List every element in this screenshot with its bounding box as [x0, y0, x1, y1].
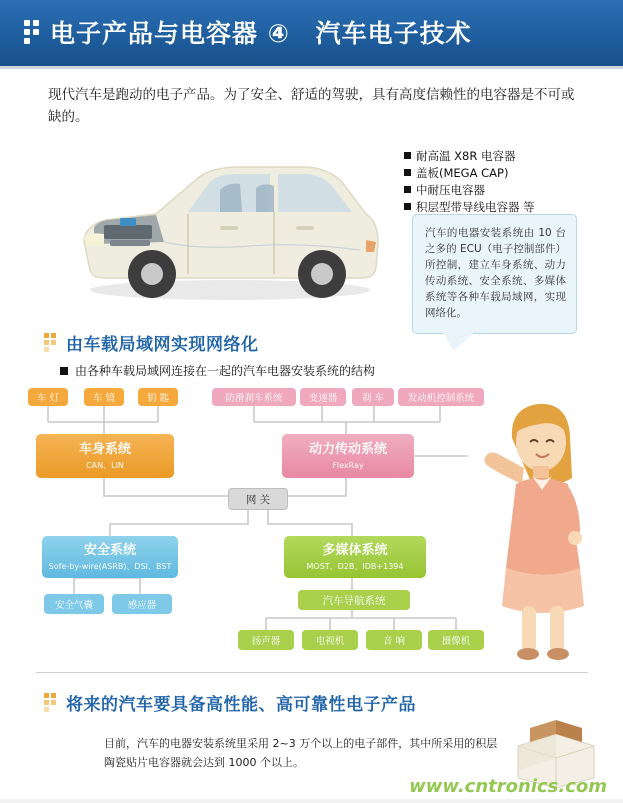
- callout-text: 汽车的电器安装系统由 10 台之多的 ECU（电子控制部件）所控制，建立车身系统、动力传动系统、安全系统、多媒体系统等各种车载局域网，实现网络化。: [425, 227, 566, 319]
- node-subtitle: Sofe-by-wire(ASRB)、DSI、BST: [48, 561, 172, 571]
- pill-transmission[interactable]: 变速器: [300, 388, 346, 406]
- pill-camera[interactable]: 摄像机: [428, 630, 484, 650]
- header-inner: [24, 14, 472, 50]
- intro-text: 现代汽车是跑动的电子产品。为了安全、舒适的驾驶，具有高度信赖性的电容器是不可或缺的。: [48, 87, 575, 125]
- node-gateway[interactable]: 网 关: [228, 488, 288, 510]
- pill-sensor[interactable]: 感应器: [112, 594, 172, 614]
- car-illustration: [60, 122, 390, 312]
- node-car-navigation[interactable]: 汽车导航系统: [298, 590, 410, 610]
- node-title: 安全系统: [83, 542, 136, 558]
- feature-list: [404, 148, 604, 216]
- pill-brake[interactable]: 刹 车: [352, 388, 394, 406]
- list-item: 耐高温 X8R 电容器: [404, 148, 604, 165]
- list-item: 中耐压电容器: [404, 182, 604, 199]
- pill-tv[interactable]: 电视机: [302, 630, 358, 650]
- pill-key[interactable]: 钥 匙: [138, 388, 178, 406]
- section2-title: 将来的汽车要具备高性能、高可靠性电子产品: [66, 695, 416, 715]
- pill-headlight[interactable]: 车 灯: [28, 388, 68, 406]
- footer-bar: [0, 799, 623, 803]
- watermark: www.cntronics.com: [409, 776, 607, 797]
- pill-mirror[interactable]: 车 镜: [84, 388, 124, 406]
- dot-matrix-icon: [44, 692, 57, 714]
- section-heading-future: [44, 690, 416, 715]
- section2-note: 目前，汽车的电器安装系统里采用 2~3 万个以上的电子部件，其中所采用的积层陶瓷贴片电容器就会达到 1000 个以上。: [104, 737, 498, 769]
- dot-matrix-icon: [24, 18, 40, 46]
- section1-title: 由车载局域网实现网络化: [66, 335, 259, 355]
- node-title: 车身系统: [78, 441, 131, 457]
- presenter-illustration: [476, 392, 606, 662]
- pill-speaker[interactable]: 扬声器: [238, 630, 294, 650]
- node-powertrain-system[interactable]: [282, 434, 414, 478]
- node-title: 动力传动系统: [308, 441, 387, 457]
- node-safety-system[interactable]: [42, 536, 178, 578]
- list-item: 盖板(MEGA CAP): [404, 165, 604, 182]
- dot-matrix-icon: [44, 332, 57, 354]
- page-header: [0, 0, 623, 66]
- pill-abs[interactable]: 防滑刹车系统: [212, 388, 296, 406]
- node-subtitle: CAN、LIN: [86, 460, 124, 470]
- pill-engine-control[interactable]: 发动机控制系统: [398, 388, 484, 406]
- page-title-main: 电子产品与电容器 ④: [50, 19, 290, 48]
- node-subtitle: FlexRay: [332, 460, 364, 470]
- callout-bubble: [412, 214, 577, 334]
- pill-airbag[interactable]: 安全气囊: [44, 594, 104, 614]
- pill-audio[interactable]: 音 响: [366, 630, 422, 650]
- node-multimedia-system[interactable]: [284, 536, 426, 578]
- header-divider: [0, 66, 623, 69]
- node-body-system[interactable]: [36, 434, 174, 478]
- section-heading-network: [44, 330, 259, 355]
- section-divider: [36, 672, 588, 673]
- node-subtitle: MOST、D2B、IDB+1394: [306, 561, 404, 571]
- page-title-sub: 汽车电子技术: [315, 19, 472, 48]
- section1-subheading: 由各种车载局域网连接在一起的汽车电器安装系统的结构: [60, 362, 375, 379]
- list-item: 积层型带导线电容器 等: [404, 199, 604, 216]
- page-title: [50, 14, 472, 50]
- node-title: 多媒体系统: [322, 542, 388, 558]
